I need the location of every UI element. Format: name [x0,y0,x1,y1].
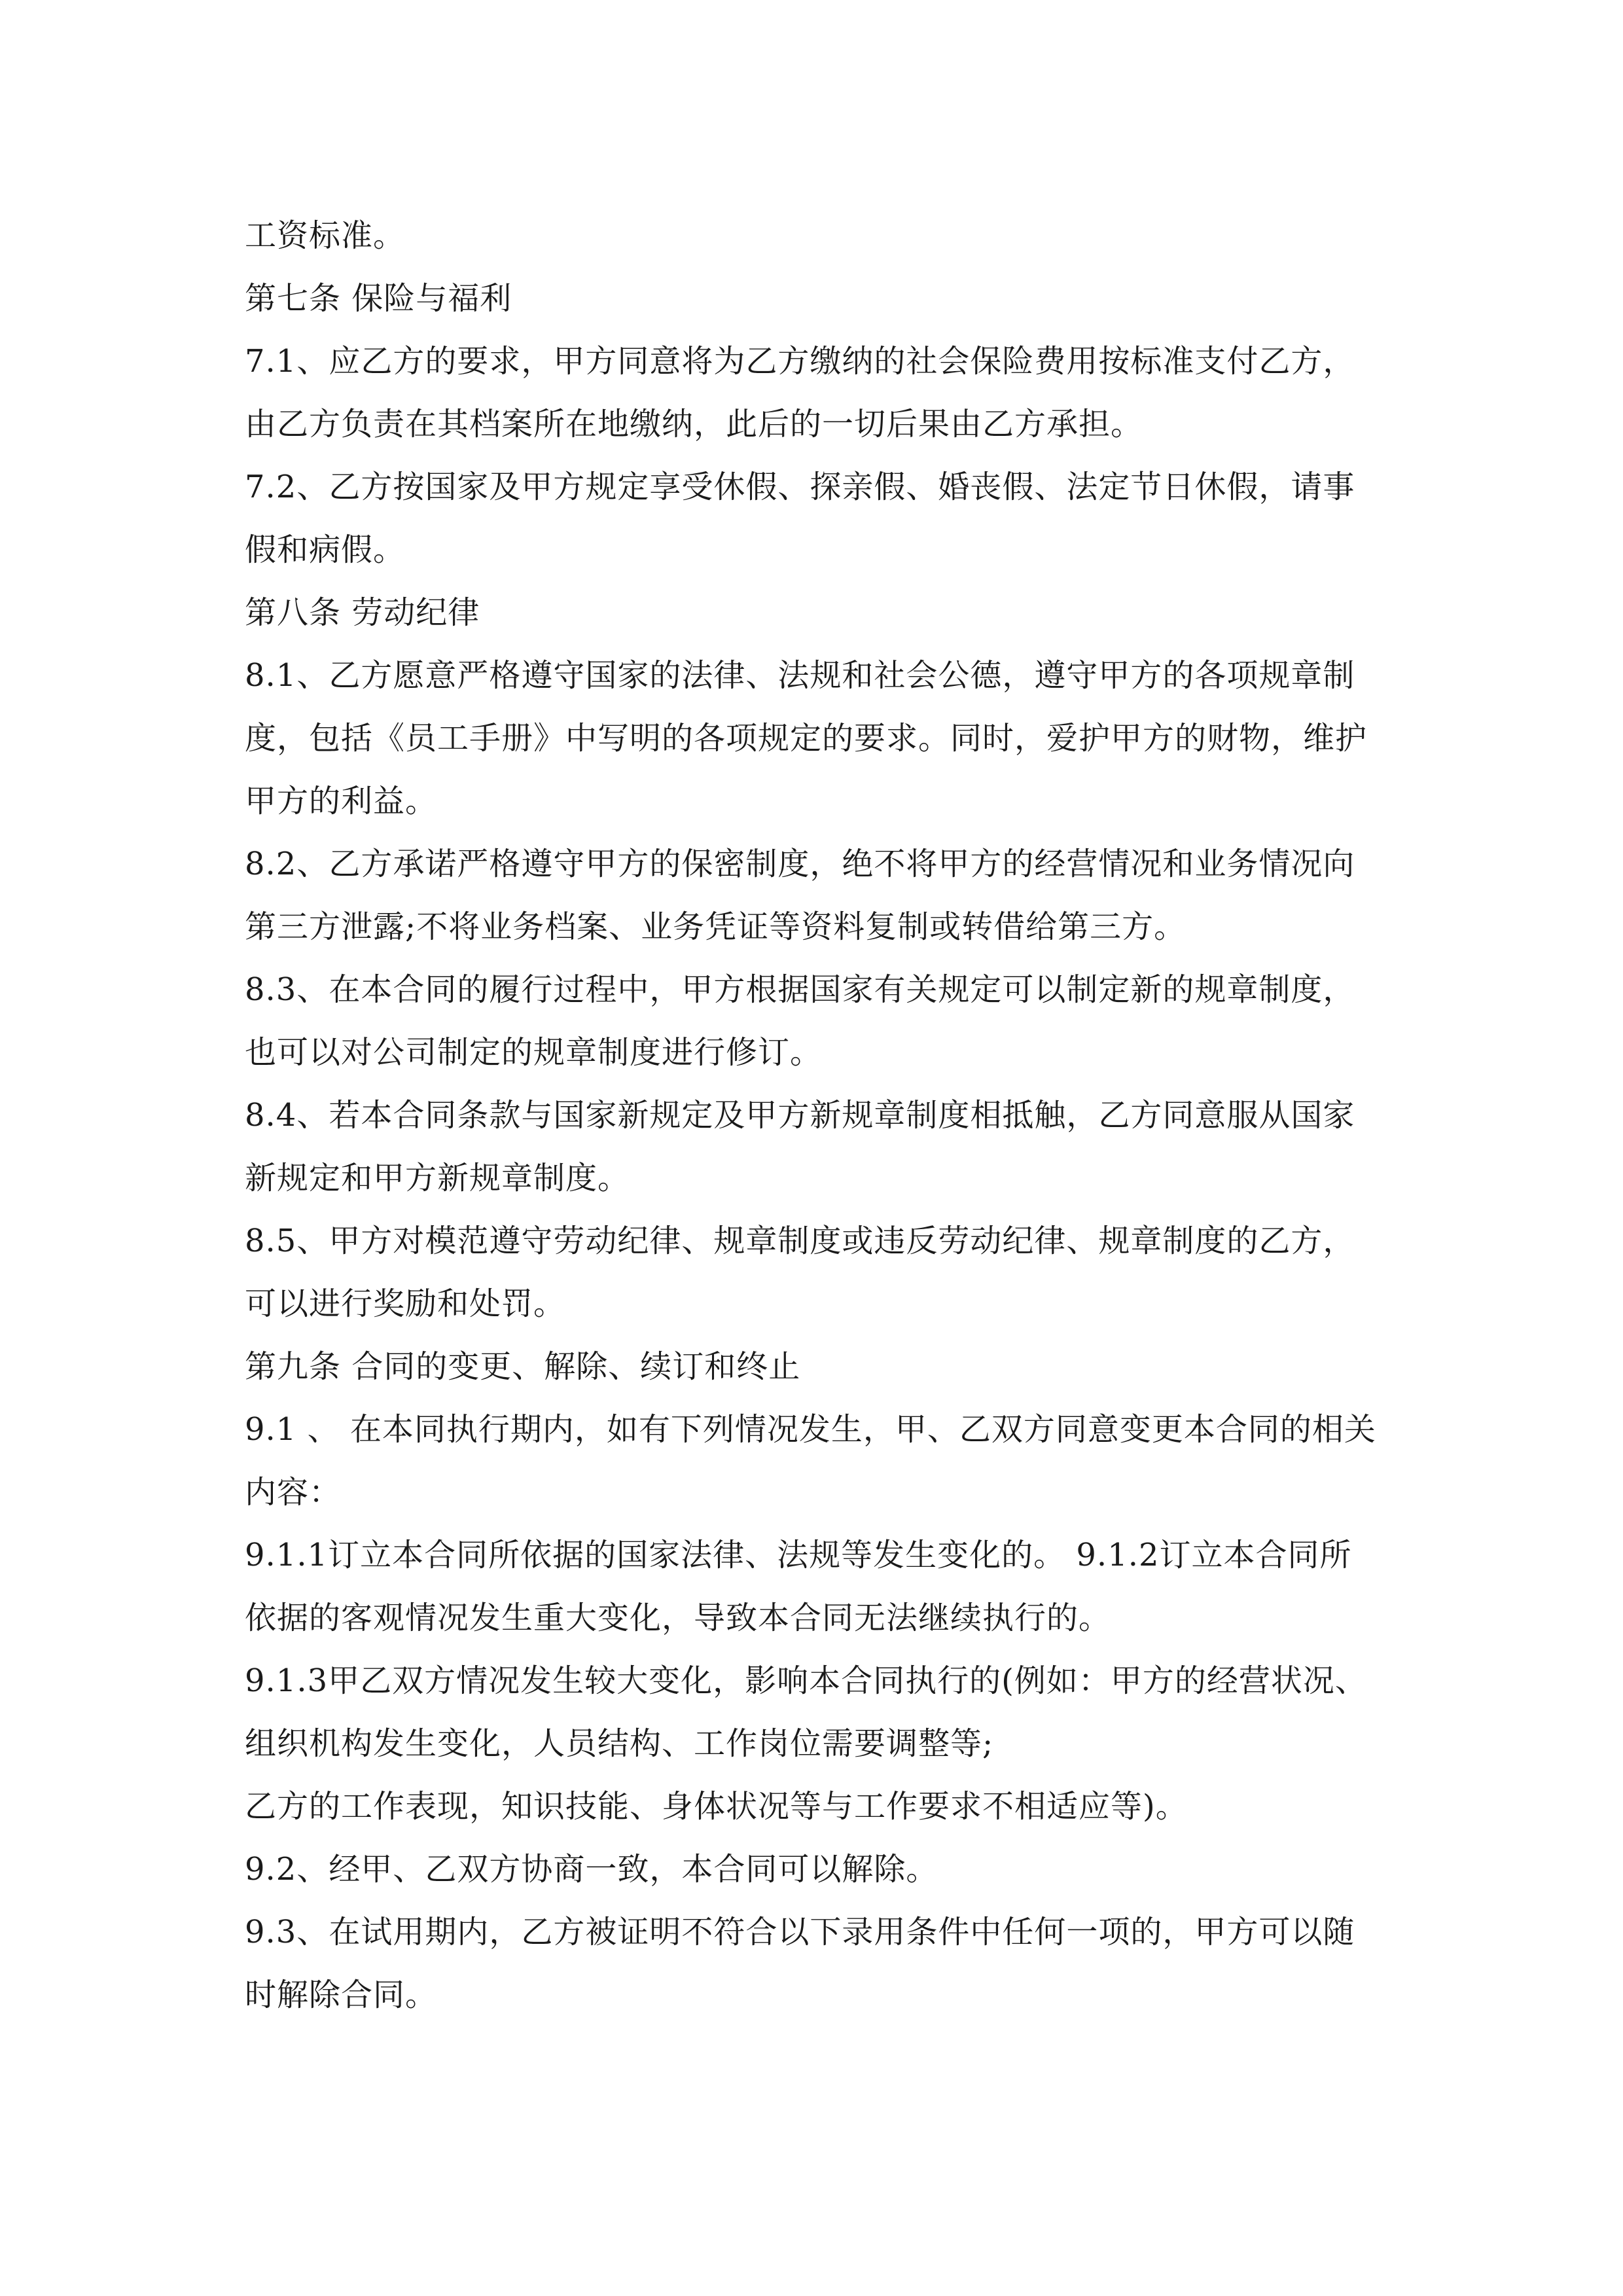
clause-8-1: 8.1、乙方愿意严格遵守国家的法律、法规和社会公德，遵守甲方的各项规章制度，包括《员工手册》中写明的各项规定的要求。同时，爱护甲方的财物，维护甲方的利益。 [245,657,1368,819]
heading-article-9: 第九条 合同的变更、解除、续订和终止 [245,1348,801,1385]
heading-article-8: 第八条 劳动纪律 [245,594,480,631]
clause-9-3: 9.3、在试用期内，乙方被证明不符合以下录用条件中任何一项的，甲方可以随时解除合同。 [245,1914,1355,2013]
paragraph-wage-standard: 工资标准。 [245,217,406,254]
heading-article-7: 第七条 保险与福利 [245,280,512,317]
clause-9-1-3-continued: 乙方的工作表现，知识技能、身体状况等与工作要求不相适应等)。 [245,1788,1188,1825]
clause-8-2: 8.2、乙方承诺严格遵守甲方的保密制度，绝不将甲方的经营情况和业务情况向第三方泄露;不将业务档案、业务凭证等资料复制或转借给第三方。 [245,846,1355,945]
clause-9-1-1: 9.1.1订立本合同所依据的国家法律、法规等发生变化的。 9.1.2订立本合同所依据的客观情况发生重大变化，导致本合同无法继续执行的。 [245,1537,1352,1636]
clause-8-4: 8.4、若本合同条款与国家新规定及甲方新规章制度相抵触，乙方同意服从国家新规定和甲方新规章制度。 [245,1097,1355,1196]
clause-7-2: 7.2、乙方按国家及甲方规定享受休假、探亲假、婚丧假、法定节日休假，请事假和病假。 [245,469,1355,568]
clause-8-5: 8.5、甲方对模范遵守劳动纪律、规章制度或违反劳动纪律、规章制度的乙方，可以进行奖励和处罚。 [245,1223,1355,1322]
document-body [245,204,1383,2026]
clause-9-1: 9.1 、 在本同执行期内，如有下列情况发生，甲、乙双方同意变更本合同的相关内容： [245,1411,1376,1511]
clause-9-2: 9.2、经甲、乙双方协商一致，本合同可以解除。 [245,1851,938,1888]
clause-9-1-3: 9.1.3甲乙双方情况发生较大变化，影响本合同执行的(例如：甲方的经营状况、组织机构发生变化，人员结构、工作岗位需要调整等; [245,1662,1367,1762]
clause-8-3: 8.3、在本合同的履行过程中，甲方根据国家有关规定可以制定新的规章制度，也可以对公司制定的规章制度进行修订。 [245,971,1355,1071]
clause-7-1: 7.1、应乙方的要求，甲方同意将为乙方缴纳的社会保险费用按标准支付乙方，由乙方负责在其档案所在地缴纳，此后的一切后果由乙方承担。 [245,343,1355,442]
